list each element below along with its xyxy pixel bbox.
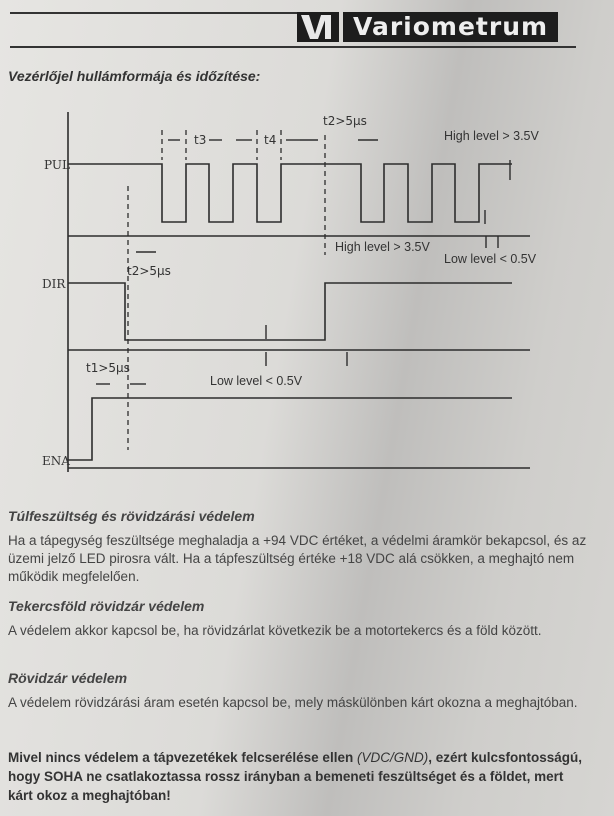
warning-text-part2: (VDC/GND) [356, 750, 429, 765]
ena-waveform [68, 398, 512, 460]
label-high-pul: High level > 3.5V [444, 129, 539, 143]
section-title-coil-ground: Tekercsföld rövidzár védelem [8, 598, 205, 614]
label-t3: t3 [194, 133, 207, 147]
warning-text-part3: , ezért kulcsfontosságú, hogy SOHA ne csatlakoztassa rossz irányban a bemeneti feszültséget és a földet, mert kárt okoz a meghajtóban! [8, 750, 582, 803]
brand-name: Variometrum [343, 12, 558, 42]
brand-logo [297, 12, 558, 42]
section-text-coil-ground: A védelem akkor kapcsol be, ha rövidzárlat következik be a motortekercs és a föld között. [8, 623, 542, 638]
section-heading-waveform: Vezérlőjel hullámformája és időzítése: [8, 68, 261, 84]
pul-waveform [68, 164, 512, 222]
warning-text-part1: Mivel nincs védelem a tápvezetékek felcserélése ellen [8, 750, 357, 765]
brand-mark-icon [297, 12, 339, 42]
label-t2-dir: t2>5μs [127, 264, 171, 278]
label-dir: DIR [42, 277, 66, 291]
label-t2-top: t2>5μs [323, 114, 367, 128]
label-low-dir: Low level < 0.5V [210, 374, 303, 388]
label-t4: t4 [264, 133, 277, 147]
section-text-short-circuit: A védelem rövidzárási áram esetén kapcsol be, mely máskülönben kárt okozna a meghajtóban. [8, 695, 578, 710]
label-low-pul: Low level < 0.5V [444, 252, 537, 266]
warning-paragraph [8, 748, 588, 805]
label-high-dir: High level > 3.5V [335, 240, 430, 254]
label-pul: PUL [44, 158, 70, 172]
header-rule-bottom [10, 46, 576, 48]
dir-waveform [68, 283, 512, 340]
section-title-overvoltage: Túlfeszültség és rövidzárási védelem [8, 508, 255, 524]
label-ena: ENA [42, 454, 70, 468]
timing-diagram [0, 100, 614, 480]
section-text-overvoltage: Ha a tápegység feszültsége meghaladja a +94 VDC értéket, a védelmi áramkör bekapcsol, és az üzemi jelző LED pirosra vált. Ha a tápfeszültség értéke +18 VDC alá csökken, a meghajtó nem működik megfelelően. [8, 533, 587, 584]
label-t1-ena: t1>5μs [86, 361, 130, 375]
section-title-short-circuit: Rövidzár védelem [8, 670, 128, 686]
header-rule-top [10, 12, 300, 14]
